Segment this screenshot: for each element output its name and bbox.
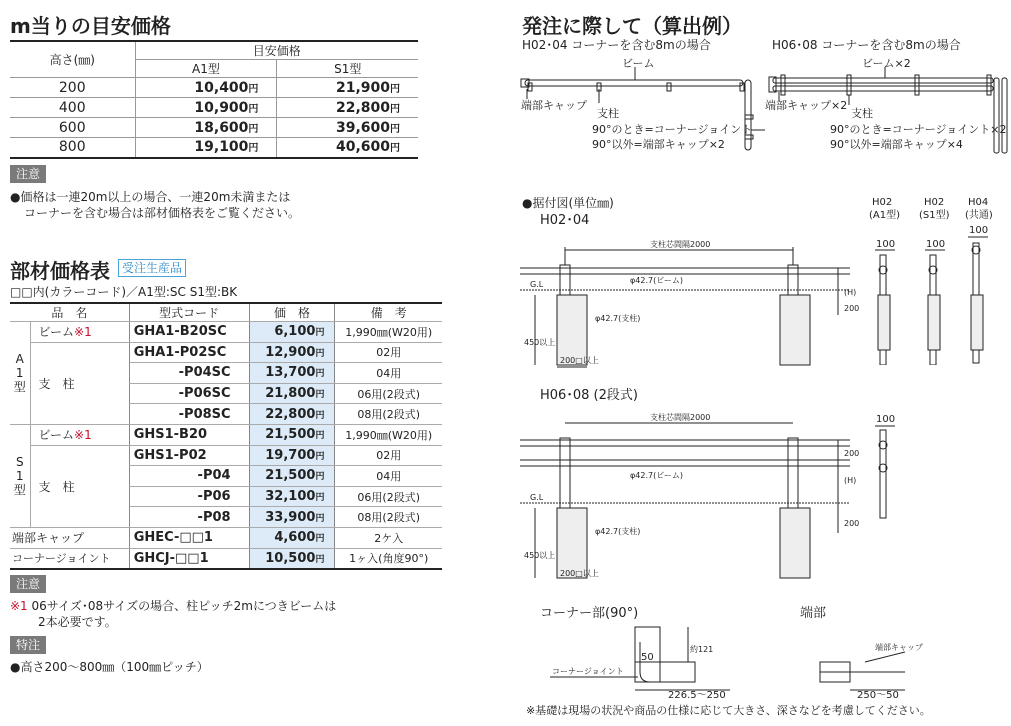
h0608-post-dia: φ42.7(支柱): [595, 527, 641, 536]
price-section-title: m当りの目安価格: [10, 14, 171, 38]
part-remark-cell: 08用(2段式): [335, 404, 442, 425]
col-name-header: 品 名: [10, 303, 129, 322]
h0608-base: 200□以上: [560, 569, 599, 578]
part-code-cell: GHEC-□□1: [129, 527, 249, 548]
part-row: [10, 548, 442, 569]
notice2-badge: 注意: [10, 575, 46, 593]
corner-title: コーナー部(90°): [540, 606, 639, 621]
case-b-heading: H06･08 コーナーを含む8mの場合: [772, 38, 961, 52]
corner-dim-121: 約121: [690, 645, 714, 654]
corner-range: 226.5～250: [668, 690, 726, 700]
color-code-note: □□内(カラーコード)／A1型:SC S1型:BK: [10, 285, 238, 299]
notice2-line-2: 2本必要です。: [38, 615, 117, 629]
h0204-beam-dia: φ42.7(ビーム): [630, 276, 684, 285]
part-price-cell: 4,600円: [249, 527, 335, 548]
part-price-cell: 13,700円: [249, 363, 335, 384]
part-name-post: 支 柱: [30, 445, 129, 527]
part-row: [10, 527, 442, 548]
part-remark-cell: 06用(2段式): [335, 383, 442, 404]
height-cell: 400: [10, 98, 135, 118]
type-sections: [870, 225, 1005, 365]
install-title: ●据付図(単位㎜): [522, 196, 614, 210]
type-2-dim: 100: [926, 239, 946, 250]
h0608-section: [870, 410, 910, 520]
case-b-note-1: 90°のとき=コーナージョイント×2: [830, 123, 1007, 136]
part-price-cell: 10,500円: [249, 548, 335, 569]
part-name-post: 支 柱: [30, 342, 129, 424]
part-row: [10, 445, 442, 466]
case-a-beam-label: ビーム: [622, 57, 655, 70]
a1-price-cell: 10,900円: [135, 98, 277, 118]
type-3-dim: 100: [969, 225, 989, 236]
part-remark-cell: 1,990㎜(W20用): [335, 322, 442, 343]
case-a-note-2: 90°以外=端部キャップ×2: [592, 138, 725, 151]
col-s1-header: S1型: [277, 60, 418, 78]
type-1-sub: (A1型): [869, 210, 901, 221]
height-header: 高さ(㎜): [10, 41, 135, 78]
type-3-label: H04: [968, 197, 989, 208]
part-remark-cell: 02用: [335, 342, 442, 363]
part-remark-cell: 1ヶ入(角度90°): [335, 548, 442, 569]
end-range: 250～50: [857, 690, 899, 700]
part-price-cell: 32,100円: [249, 486, 335, 507]
h0204-dim-h: (H): [844, 288, 857, 297]
a1-price-cell: 10,400円: [135, 78, 277, 98]
footnote: ※基礎は現場の状況や商品の仕様に応じて大きさ、深さなどを考慮してください。: [526, 704, 931, 717]
part-price-cell: 22,800円: [249, 404, 335, 425]
case-a-heading: H02･04 コーナーを含む8mの場合: [522, 38, 711, 52]
part-code-cell: -P04SC: [129, 363, 249, 384]
h0608-beam-dia: φ42.7(ビーム): [630, 471, 684, 480]
h0608-dim-200-top: 200: [844, 449, 860, 458]
install-diagram-h0204: [520, 235, 860, 370]
part-remark-cell: 04用: [335, 363, 442, 384]
s1-price-cell: 22,800円: [277, 98, 418, 118]
h0204-dim-200: 200: [844, 304, 860, 313]
price-row: [10, 118, 418, 138]
corner-dim-50: 50: [641, 652, 654, 663]
case-b-post-label: 支柱: [851, 107, 873, 120]
parts-price-table: [10, 302, 442, 570]
part-name-cell: 端部キャップ: [10, 527, 129, 548]
s1-price-cell: 40,600円: [277, 138, 418, 158]
part-code-cell: GHS1-P02: [129, 445, 249, 466]
part-price-cell: 21,800円: [249, 383, 335, 404]
price-group-header: 目安価格: [135, 41, 418, 60]
a1-price-cell: 18,600円: [135, 118, 277, 138]
part-name-cell: コーナージョイント: [10, 548, 129, 569]
part-code-cell: -P08SC: [129, 404, 249, 425]
s1-price-cell: 21,900円: [277, 78, 418, 98]
part-row: [10, 322, 442, 343]
price-row: [10, 78, 418, 98]
height-cell: 600: [10, 118, 135, 138]
install-diagram-h0608: [520, 408, 860, 583]
part-remark-cell: 2ケ入: [335, 527, 442, 548]
h0608-pitch-label: 支柱芯間隔2000: [650, 413, 711, 422]
part-code-cell: -P08: [129, 507, 249, 528]
part-name-cell: ビーム※1: [30, 322, 129, 343]
price-row: [10, 98, 418, 118]
s1-price-cell: 39,600円: [277, 118, 418, 138]
corner-detail: [540, 622, 740, 700]
h0608-gl-label: G.L: [530, 493, 544, 502]
feature-line: ●高さ200～800㎜（100㎜ピッチ）: [10, 660, 209, 674]
case-b-note-2: 90°以外=端部キャップ×4: [830, 138, 963, 151]
notice-line-1: ●価格は一連20m以上の場合、一連20m未満または: [10, 190, 291, 204]
part-code-cell: -P04: [129, 466, 249, 487]
made-to-order-tag: 受注生産品: [118, 259, 186, 277]
part-price-cell: 33,900円: [249, 507, 335, 528]
type-2-sub: (S1型): [919, 210, 950, 221]
h0204-base: 200□以上: [560, 356, 599, 365]
h0608-dim-200-bottom: 200: [844, 519, 860, 528]
end-title: 端部: [800, 606, 827, 621]
part-remark-cell: 02用: [335, 445, 442, 466]
part-price-cell: 6,100円: [249, 322, 335, 343]
h0608-dim-100: 100: [876, 414, 896, 425]
part-price-cell: 21,500円: [249, 466, 335, 487]
col-a1-header: A1型: [135, 60, 277, 78]
part-row: [10, 424, 442, 445]
part-price-cell: 21,500円: [249, 424, 335, 445]
height-cell: 200: [10, 78, 135, 98]
part-code-cell: GHCJ-□□1: [129, 548, 249, 569]
type-1-label: H02: [872, 197, 893, 208]
part-remark-cell: 06用(2段式): [335, 486, 442, 507]
case-a-cap-label: 端部キャップ: [521, 99, 587, 112]
col-price-header: 価 格: [249, 303, 335, 322]
case-b-beam-label: ビーム×2: [862, 57, 911, 70]
case-b-cap-label: 端部キャップ×2: [765, 99, 848, 112]
group-a1-label: A 1 型: [10, 322, 30, 425]
h0204-post-dia: φ42.7(支柱): [595, 314, 641, 323]
part-price-cell: 12,900円: [249, 342, 335, 363]
parts-section-title: 部材価格表: [10, 259, 110, 283]
h0204-depth: 450以上: [524, 338, 556, 347]
notice-line-2: コーナーを含む場合は部材価格表をご覧ください。: [24, 206, 301, 220]
part-code-cell: GHA1-P02SC: [129, 342, 249, 363]
part-price-cell: 19,700円: [249, 445, 335, 466]
notice-badge: 注意: [10, 165, 46, 183]
group-s1-label: S 1 型: [10, 424, 30, 527]
order-section-title: 発注に際して（算出例）: [522, 14, 742, 38]
case-a-post-label: 支柱: [597, 107, 619, 120]
notice2-line-1: ※1 06サイズ･08サイズの場合、柱ピッチ2mにつきビームは: [10, 599, 337, 613]
h0608-label: H06･08 (2段式): [540, 388, 638, 403]
h0608-depth: 450以上: [524, 551, 556, 560]
feature-badge: 特注: [10, 636, 46, 654]
part-code-cell: GHS1-B20: [129, 424, 249, 445]
part-code-cell: -P06: [129, 486, 249, 507]
corner-joint-label: コーナージョイント: [552, 667, 624, 676]
h0204-pitch-label: 支柱芯間隔2000: [650, 240, 711, 249]
case-a-note-1: 90°のとき=コーナージョイント: [592, 123, 753, 136]
part-remark-cell: 08用(2段式): [335, 507, 442, 528]
part-code-cell: GHA1-B20SC: [129, 322, 249, 343]
price-row: [10, 138, 418, 158]
part-code-cell: -P06SC: [129, 383, 249, 404]
part-remark-cell: 04用: [335, 466, 442, 487]
type-2-label: H02: [924, 197, 945, 208]
part-name-cell: ビーム※1: [30, 424, 129, 445]
height-cell: 800: [10, 138, 135, 158]
part-row: [10, 342, 442, 363]
type-3-sub: (共通): [965, 210, 993, 221]
col-remark-header: 備 考: [335, 303, 442, 322]
type-1-dim: 100: [876, 239, 896, 250]
end-cap-label: 端部キャップ: [875, 643, 923, 652]
a1-price-cell: 19,100円: [135, 138, 277, 158]
col-code-header: 型式コード: [129, 303, 249, 322]
h0608-dim-h: (H): [844, 476, 857, 485]
h0204-label: H02･04: [540, 213, 590, 228]
unit-price-table: [10, 40, 418, 159]
end-detail: [795, 622, 955, 700]
part-remark-cell: 1,990㎜(W20用): [335, 424, 442, 445]
h0204-gl-label: G.L: [530, 280, 544, 289]
